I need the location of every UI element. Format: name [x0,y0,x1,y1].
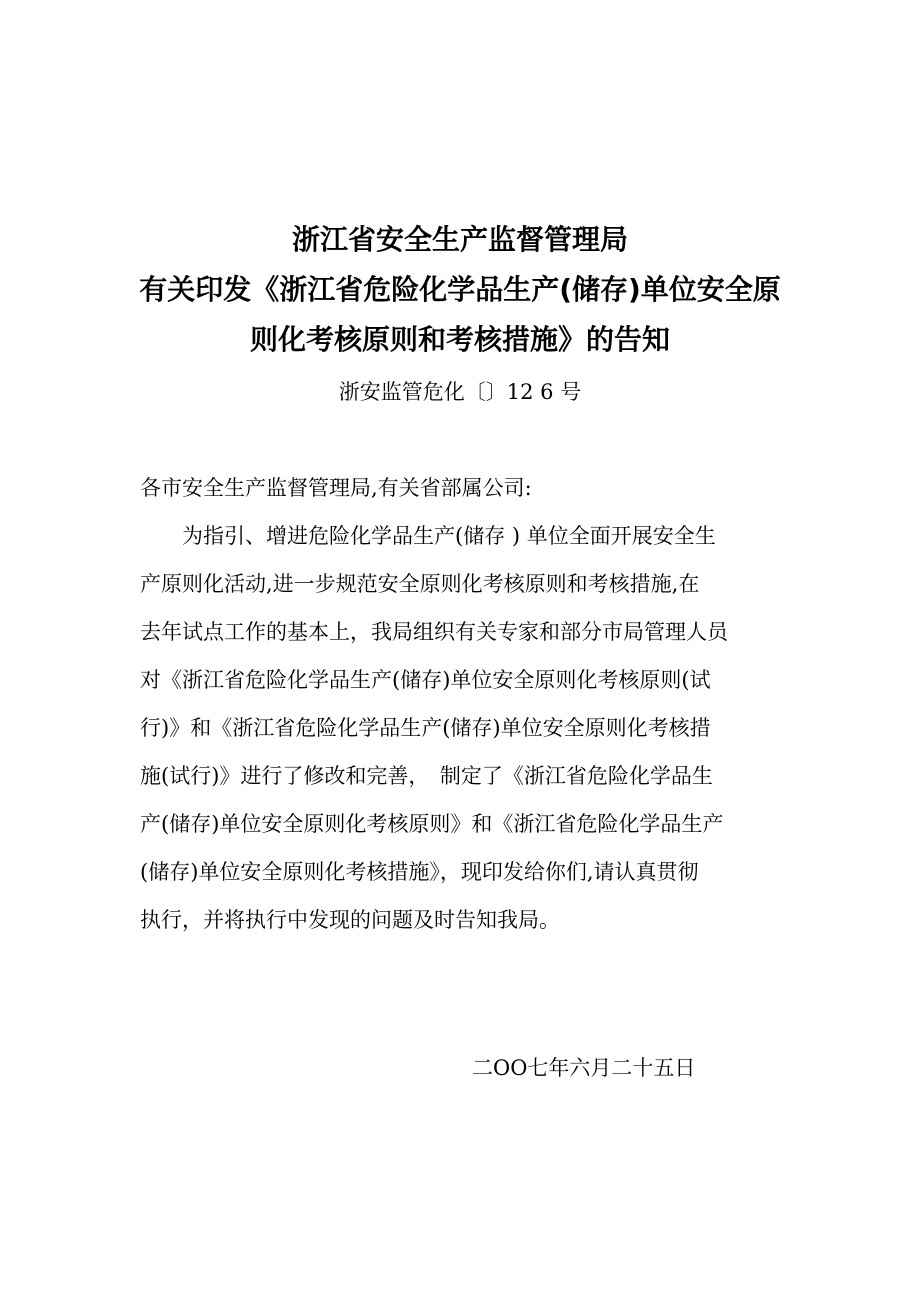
document-date: 二OO七年六月二十五日 [472,1056,696,1080]
salutation: 各市安全生产监督管理局,有关省部属公司: [140,476,532,500]
body-line-7: 产(储存)单位安全原则化考核原则》和《浙江省危险化学品生产 [140,812,724,836]
document-number: 浙安监管危化〔〕12 6 号 [338,380,582,404]
body-line-6: 施(试行)》进行了修改和完善， 制定了《浙江省危险化学品生 [140,764,713,788]
body-line-3: 去年试点工作的基本上，我局组织有关专家和部分市局管理人员 [140,620,728,644]
body-line-1: 为指引、增进危险化学品生产(储存 ) 单位全面开展安全生 [140,524,716,548]
document-title-line-1: 浙江省安全生产监督管理局 [291,223,628,256]
document-title-line-3: 则化考核原则和考核措施》的告知 [249,323,670,356]
document-title-line-2: 有关印发《浙江省危险化学品生产(储存)单位安全原 [139,273,781,306]
body-line-5: 行)》和《浙江省危险化学品生产(储存)单位安全原则化考核措 [140,716,711,740]
body-line-4: 对《浙江省危险化学品生产(储存)单位安全原则化考核原则(试 [140,668,711,692]
body-line-8: (储存)单位安全原则化考核措施》，现印发给你们,请认真贯彻 [140,860,699,884]
body-line-2: 产原则化活动,进一步规范安全原则化考核原则和考核措施,在 [140,572,700,596]
body-line-9: 执行，并将执行中发现的问题及时告知我局。 [140,908,560,932]
